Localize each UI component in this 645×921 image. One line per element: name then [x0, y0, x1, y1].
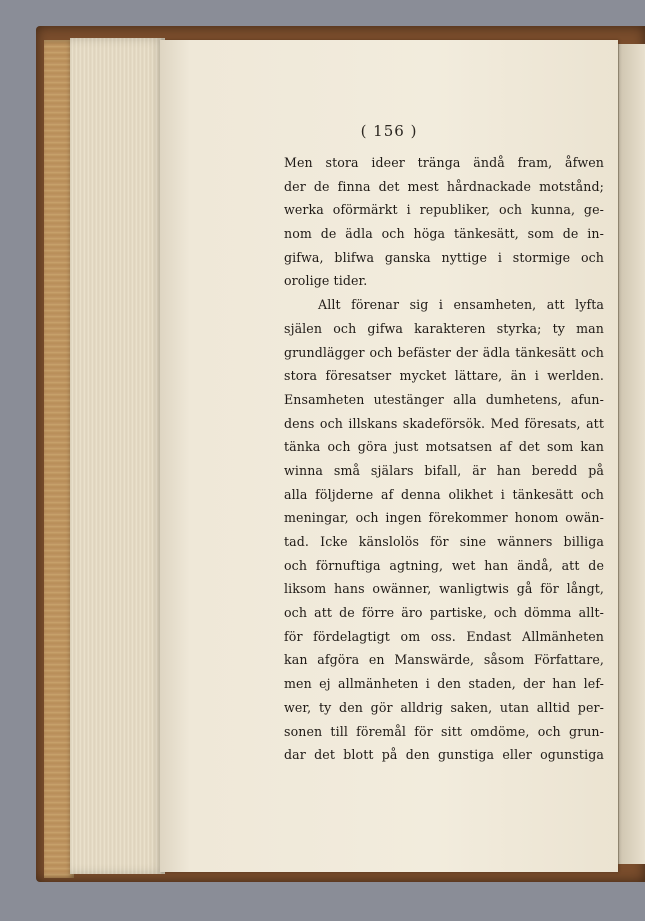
- text-line: gifwa, blifwa ganska nyttige i stormige och: [284, 249, 604, 265]
- text-line: och förnuftiga agtning, wet han ändå, att de: [284, 557, 604, 573]
- text-line: själen och gifwa karakteren styrka; ty man: [284, 320, 604, 336]
- text-line: och att de förre äro partiske, och dömma allt-: [284, 605, 604, 621]
- text-line: sonen till föremål för sitt omdöme, och grun-: [284, 723, 604, 739]
- text-line: tänka och göra just motsatsen af det som kan: [284, 439, 604, 455]
- text-line: orolige tider.: [284, 273, 368, 289]
- text-line: tad. Icke känslolös för sine wänners billiga: [284, 534, 604, 549]
- page-text: [284, 151, 604, 767]
- text-line: werka oförmärkt i republiker, och kunna, ge-: [284, 202, 604, 218]
- text-line: nom de ädla och höga tänkesätt, som de in-: [284, 226, 604, 242]
- text-line: men ej allmänheten i den staden, der han lef-: [284, 676, 604, 692]
- text-line: Men stora ideer tränga ändå fram, åfwen: [284, 155, 604, 170]
- text-line: dens och illskans skadeförsök. Med föresats, att: [284, 415, 604, 431]
- book-page: [160, 40, 618, 872]
- text-line: Allt förenar sig i ensamheten, att lyfta: [318, 297, 604, 313]
- text-line: der de finna det mest hårdnackade motstånd;: [284, 178, 604, 194]
- text-line: meningar, och ingen förekommer honom owän-: [284, 510, 604, 526]
- page-number: ( 156 ): [360, 122, 418, 140]
- text-line: dar det blott på den gunstiga eller ogunstiga: [284, 747, 604, 763]
- text-line: grundlägger och befäster der ädla tänkesätt och: [284, 344, 604, 360]
- text-line: wer, ty den gör alldrig saken, utan alltid per-: [284, 699, 604, 715]
- text-line: winna små själars bifall, är han beredd på: [284, 462, 604, 478]
- text-line: Ensamheten utestänger alla dumhetens, afun-: [284, 391, 604, 407]
- text-line: stora föresatser mycket lättare, än i werlden.: [284, 368, 604, 384]
- text-line: liksom hans owänner, wanligtwis gå för långt,: [284, 581, 604, 597]
- text-line: alla följderne af denna olikhet i tänkesätt och: [284, 486, 604, 502]
- text-line: kan afgöra en Manswärde, såsom Författare,: [284, 652, 604, 668]
- facing-page-edge: [618, 44, 645, 864]
- page-edges: [70, 38, 165, 874]
- text-line: för fördelagtigt om oss. Endast Allmänheten: [284, 628, 604, 644]
